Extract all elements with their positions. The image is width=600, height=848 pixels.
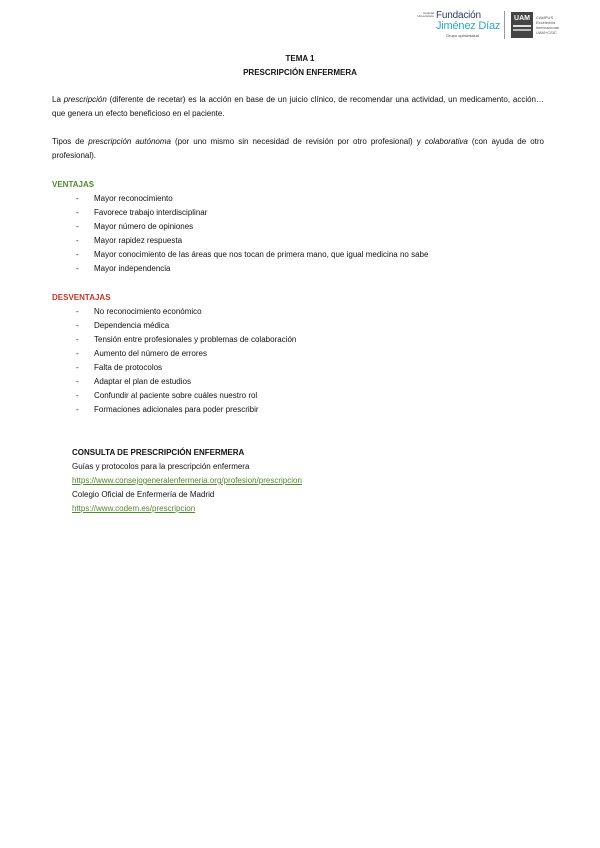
list-item-text: Mayor conocimiento de las áreas que nos tocan de primera mano, que igual medicina no sabe	[94, 250, 429, 259]
list-item-text: Falta de protocolos	[94, 363, 163, 372]
list-item	[76, 305, 296, 319]
list-bullet-dash: -	[76, 250, 79, 259]
ventajas-heading: VENTAJAS	[52, 180, 95, 189]
intro-text: La	[52, 95, 64, 104]
list-bullet-dash: -	[76, 377, 79, 386]
intro-text: (por uno mismo sin necesidad de revisión por otro profesional) y	[170, 137, 425, 146]
header-logos	[412, 10, 562, 40]
list-item	[76, 347, 296, 361]
fjd-logo-name2: Jiménez Díaz	[436, 20, 501, 32]
list-bullet-dash: -	[76, 363, 79, 372]
intro-emphasis: prescripción autónoma	[88, 137, 171, 146]
list-item-text: Mayor reconocimiento	[94, 194, 173, 203]
consejo-prescripcion-link[interactable]: https://www.consejogeneralenfermeria.org/profesion/prescripcion	[72, 476, 302, 485]
list-bullet-dash: -	[76, 236, 79, 245]
desventajas-heading: DESVENTAJAS	[52, 293, 111, 302]
doc-subtitle: PRESCRIPCIÓN ENFERMERA	[243, 68, 357, 77]
list-item	[76, 262, 428, 276]
list-item-text: Favorece trabajo interdisciplinar	[94, 208, 208, 217]
uam-logo-box	[511, 12, 533, 38]
list-bullet-dash: -	[76, 222, 79, 231]
list-item	[76, 248, 428, 262]
list-bullet-dash: -	[76, 349, 79, 358]
consulta-line-1: Guías y protocolos para la prescripción enfermera	[72, 462, 250, 471]
list-item	[76, 192, 428, 206]
list-item-text: No reconocimiento económico	[94, 307, 202, 316]
list-item-text: Mayor rapidez respuesta	[94, 236, 183, 245]
intro-emphasis: colaborativa	[424, 137, 468, 146]
intro-text: (diferente de recetar) es la acción en base de un juicio clínico, de recomendar una actividad, un medicamento, acción… que genera un efecto beneficioso en el paciente.	[52, 95, 544, 118]
intro-text: (con ayuda de otro profesional).	[52, 137, 545, 160]
list-bullet-dash: -	[76, 208, 79, 217]
fjd-logo-name1: Fundación	[436, 10, 481, 21]
list-bullet-dash: -	[76, 264, 79, 273]
uam-logo	[511, 12, 562, 38]
desventajas-list	[76, 305, 296, 417]
ventajas-list	[76, 192, 428, 276]
list-item	[76, 389, 296, 403]
list-item-text: Mayor independencia	[94, 264, 171, 273]
list-item	[76, 403, 296, 417]
fjd-logo-sub: Grupo quirónsalud	[446, 33, 479, 38]
list-item-text: Mayor número de opiniones	[94, 222, 194, 231]
codem-prescripcion-link[interactable]: https://www.codem.es/prescripcion	[72, 504, 196, 513]
list-item	[76, 375, 296, 389]
list-item-text: Tensión entre profesionales y problemas de colaboración	[94, 335, 297, 344]
list-item	[76, 234, 428, 248]
fjd-logo	[412, 10, 501, 40]
fjd-logo-small-text: Hospital Universitario	[417, 11, 434, 18]
list-item	[76, 361, 296, 375]
consulta-line-2: Colegio Oficial de Enfermería de Madrid	[72, 490, 215, 499]
uam-logo-text: CAMPUS Excelencia Internacional UAM+CSIC	[536, 15, 559, 35]
list-bullet-dash: -	[76, 307, 79, 316]
list-item	[76, 319, 296, 333]
list-item	[76, 333, 296, 347]
list-bullet-dash: -	[76, 321, 79, 330]
list-bullet-dash: -	[76, 405, 79, 414]
uam-logo-stripe	[513, 29, 531, 31]
uam-logo-stripe	[513, 25, 531, 27]
list-item	[76, 206, 428, 220]
list-item-text: Confundir al paciente sobre cuáles nuestro rol	[94, 391, 258, 400]
logo-divider	[504, 11, 505, 39]
list-bullet-dash: -	[76, 335, 79, 344]
intro-emphasis: prescripción	[63, 95, 107, 104]
list-item	[76, 220, 428, 234]
intro-paragraph-2	[52, 135, 544, 163]
list-item-text: Aumento del número de errores	[94, 349, 207, 358]
list-item-text: Adaptar el plan de estudios	[94, 377, 191, 386]
list-bullet-dash: -	[76, 194, 79, 203]
consulta-section	[72, 446, 302, 516]
intro-text: Tipos de	[52, 137, 89, 146]
intro-paragraph-1	[52, 93, 544, 121]
list-item-text: Dependencia médica	[94, 321, 170, 330]
list-item-text: Formaciones adicionales para poder prescribir	[94, 405, 259, 414]
uam-logo-abbr: UAM	[514, 15, 530, 22]
consulta-heading: CONSULTA DE PRESCRIPCIÓN ENFERMERA	[72, 448, 245, 457]
list-bullet-dash: -	[76, 391, 79, 400]
doc-title: TEMA 1	[285, 54, 315, 63]
